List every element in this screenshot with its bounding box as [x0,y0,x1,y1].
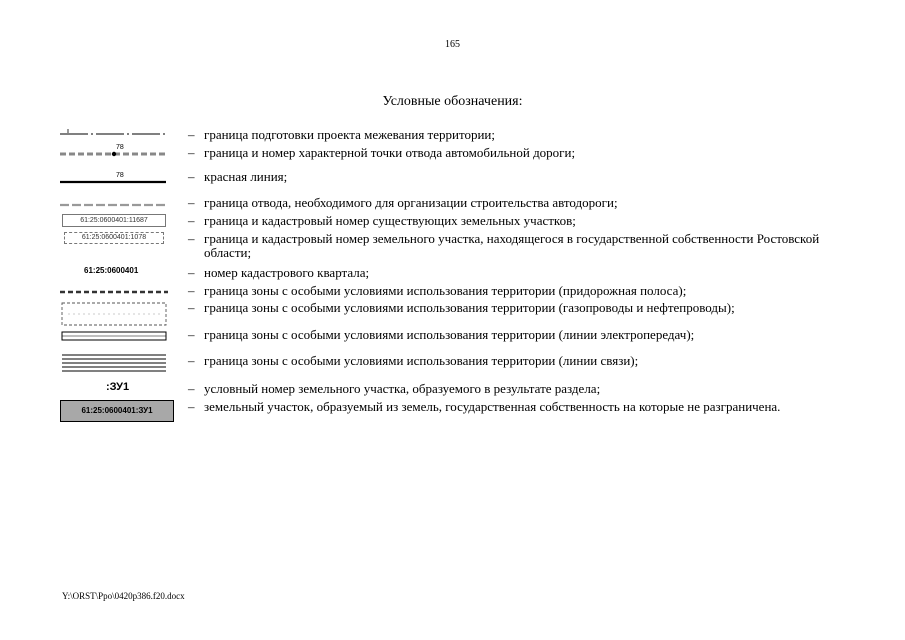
survey-boundary-line-icon [60,128,175,142]
symbol-red-line [60,170,175,186]
legend-row-survey-boundary [0,128,905,142]
legend-dash: – [188,231,195,246]
legend-text: граница зоны с особыми условиями использования территории (линии связи); [204,353,639,368]
legend-row-existing-parcels [0,214,905,228]
legend-dash: – [188,381,195,396]
symbol-new-parcel [60,400,175,422]
legend-row-communication-lines [0,352,905,374]
power-line-zone-icon [60,328,175,344]
state-parcel-box: 61:25:0600401:1078 [64,232,164,244]
file-path-footer: Y:\ORST\Ppo\0420p386.f20.docx [62,591,185,601]
characteristic-point-icon [112,152,116,156]
legend-row-road-point [0,144,905,160]
legend-text: граница отвода, необходимого для организации строительства автодороги; [204,195,618,210]
symbol-road-point [60,144,175,160]
legend-dash: – [188,353,195,368]
legend-title: Условные обозначения: [382,94,523,109]
legend-row-new-parcel [0,400,905,430]
cadastral-quarter-number: 61:25:0600401 [84,266,139,275]
conditional-parcel-number: :ЗУ1 [106,381,130,393]
legend-dash: – [188,213,195,228]
legend-row-cadastral-quarter [0,266,905,280]
legend-dash: – [188,300,195,315]
legend-dash: – [188,195,195,210]
symbol-power-lines [60,328,175,344]
pipeline-zone-icon [60,299,175,329]
legend-row-pipelines [0,299,905,329]
legend-text: граница и номер характерной точки отвода автомобильной дороги; [204,145,576,160]
legend-dash: – [188,265,195,280]
legend-dash: – [188,327,195,342]
legend-text: граница и кадастровый номер существующих земельных участков; [204,213,576,228]
legend-text: граница зоны с особыми условиями использования территории (линии электропередач); [204,327,695,342]
legend-dash: – [188,283,195,298]
legend-text: номер кадастрового квартала; [204,265,370,280]
legend-row-power-lines [0,328,905,344]
legend-row-construction-boundary [0,196,905,210]
roadside-strip-line-icon [60,284,175,298]
legend-row-state-parcel [0,232,905,260]
legend-row-roadside-strip [0,284,905,298]
legend-row-parcel-conditional-number [0,381,905,397]
legend-dash: – [188,127,195,142]
existing-parcel-box: 61:25:0600401:11687 [62,214,166,227]
point-number-label: 78 [116,144,124,151]
legend-text: граница подготовки проекта межевания территории; [204,127,495,142]
symbol-construction-boundary [60,196,175,210]
symbol-cadastral-quarter [60,266,175,280]
legend-dash: – [188,145,195,160]
legend-text: граница зоны с особыми условиями использования территории (придорожная полоса); [204,283,687,298]
legend-text: красная линия; [204,169,288,184]
symbol-state-parcel [60,232,175,246]
new-parcel-box: 61:25:0600401:ЗУ1 [60,400,174,422]
legend-text: условный номер земельного участка, образуемого в результате раздела; [204,381,601,396]
page-number: 165 [445,39,460,50]
symbol-pipelines [60,299,175,329]
legend-dash: – [188,169,195,184]
construction-boundary-icon [60,196,175,210]
symbol-roadside-strip [60,284,175,298]
legend-text: граница и кадастровый номер земельного участка, находящегося в государственной собственности Ростовской области; [204,231,820,260]
symbol-survey-boundary [60,128,175,142]
symbol-parcel-conditional-number [60,381,175,397]
legend-text: граница зоны с особыми условиями использования территории (газопроводы и нефтепроводы); [204,300,735,315]
legend-text: земельный участок, образуемый из земель, государственная собственность на которые не разграничена. [204,399,781,414]
symbol-existing-parcels [60,214,175,228]
symbol-communication-lines [60,352,175,374]
communication-line-zone-icon [60,352,175,374]
red-line-label: 78 [116,172,124,179]
legend-dash: – [188,399,195,414]
legend-row-red-line [0,170,905,186]
